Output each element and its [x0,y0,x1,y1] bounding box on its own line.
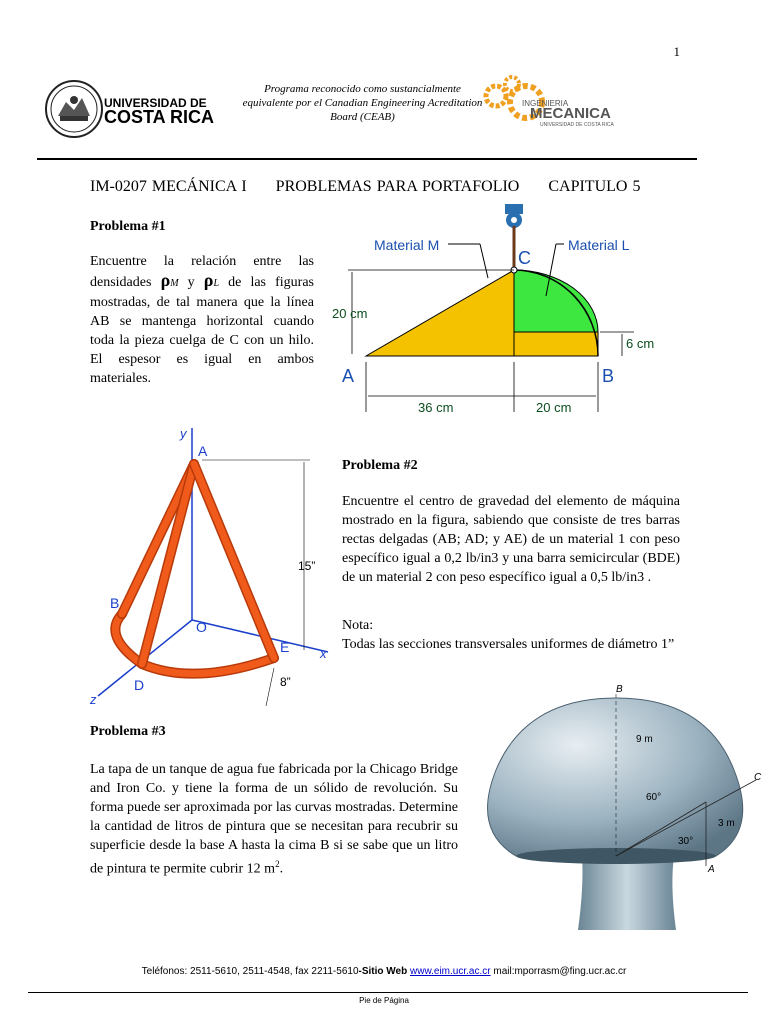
tank-dome [488,698,743,856]
label-point-c3: C [754,772,762,783]
page-number: 1 [673,44,680,59]
label-angle-60: 60° [646,792,662,803]
problem1-title: Problema #1 [90,219,166,234]
rho-sub-l: L [213,278,219,289]
footer-divider [28,992,748,993]
rho-symbol: ρ [160,270,171,290]
problem3-body: La tapa de un tanque de agua fue fabricada por la Chicago Bridge and Iron Co. y tiene la forma de un sólido de revolución. Su forma puede ser aproximada por las curvas mostradas. Determine la cantidad de litros de pintura que se necesitan para recubrir su superficie desde la base A hasta la cima B si se sabe que un litro de pintura te permite cubrir 12 m [90,762,458,877]
problem1-text-a: Encuentre la relación entre las densidades [90,254,314,290]
problem3-figure [466,680,768,932]
footer-site-label: -Sitio Web [358,966,408,977]
problem2-note [342,616,680,654]
problem1-conj: y [187,275,195,290]
label-y: y [180,426,187,441]
problem3-title: Problema #3 [90,724,166,739]
label-point-o: O [196,619,207,635]
footer-contact [0,966,768,977]
dim-height-6: 6 cm [626,336,655,351]
label-point-d: D [134,677,145,693]
label-angle-30: 30° [678,836,694,847]
label-point-a2: A [198,443,208,459]
course-title: PROBLEMAS PARA PORTAFOLIO [275,178,520,195]
rho-sub-m: M [170,278,179,289]
accreditation-note: Programa reconocido como sustancialmente equivalente por el Canadian Engineering Acreditation Board (CEAB) [242,83,483,123]
ingenieria-mecanica-logo [482,72,632,132]
logo-dept-sub: UNIVERSIDAD DE COSTA RICA [540,122,614,128]
label-point-c: C [518,248,531,268]
logo-dept-small: INGENIERIA [522,99,569,108]
university-name [104,96,214,127]
ucr-seal-logo [44,78,104,140]
rho-symbol-l: ρ [203,270,214,290]
label-point-b2: B [110,595,120,611]
material-m-strip [514,332,598,356]
label-point-b: B [602,366,615,386]
label-x: x [320,646,327,661]
label-point-a: A [342,366,355,386]
footer-website-link[interactable]: www.eim.ucr.ac.cr [410,966,491,977]
footer-pie: Pie de Página [359,996,409,1005]
dim-height-20: 20 cm [332,306,368,321]
label-point-b3: B [616,684,623,695]
dim-8in: 8” [280,675,291,689]
footer-phones: Teléfonos: 2511-5610, 2511-4548, fax 2211-5610 [141,966,359,977]
label-point-a3: A [708,864,715,875]
footer-mail: mail:mporrasm@fing.ucr.ac.cr [493,966,627,977]
label-material-m: Material M [374,237,440,253]
course-heading [90,178,664,196]
problem3-sup: 2 [275,859,280,869]
header-divider [37,158,697,160]
problem1-text [90,252,314,388]
problem2-figure [84,424,344,714]
problem3-end: . [279,861,284,877]
dim-width-36: 36 cm [418,400,454,415]
dim-15in: 15” [298,559,316,573]
dim-width-20: 20 cm [536,400,572,415]
problem2-text: Encuentre el centro de gravedad del elemento de máquina mostrado en la figura, sabiendo que consiste de tres barras rectas delgadas (AB; AD; y AE) de un material 1 con peso específico igual a 0,2 lb/in3 y una barra semicircular (BDE) de un material 2 con peso específico igual a 0,5 lb/in3 . [342,494,680,585]
problem1-figure [330,196,660,424]
label-radius-9m: 9 m [636,734,653,745]
logo-dept-big: MECANICA [530,105,611,122]
course-code: IM-0207 MECÁNICA I [90,178,247,195]
tank-stem [578,856,676,930]
university-line2: COSTA RICA [104,107,214,127]
label-radius-3m: 3 m [718,818,735,829]
material-l-shape [514,270,598,332]
label-material-l: Material L [568,237,630,253]
problem1-text-b: de las figuras mostradas, de tal manera que la línea AB se mantenga horizontal cuando toda la pieza cuelga de C con un hilo. El espesor es igual en ambos materiales. [90,275,315,386]
problem3-text [90,760,458,879]
label-z: z [90,692,97,707]
note-text: Todas las secciones transversales uniformes de diámetro 1” [342,637,675,652]
problem2-title: Problema #2 [342,458,418,473]
material-m-shape [366,270,514,356]
university-line1: UNIVERSIDAD DE [104,96,207,110]
note-label: Nota: [342,618,374,633]
label-point-e: E [280,639,290,655]
course-chapter: CAPITULO 5 [548,178,641,195]
